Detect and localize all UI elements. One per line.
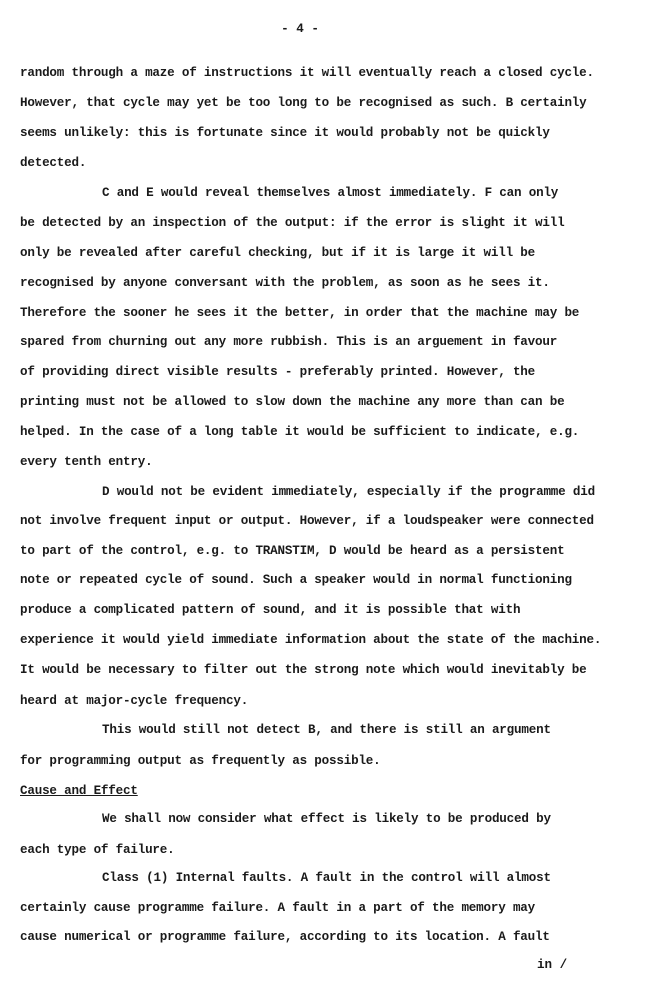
text-line: recognised by anyone conversant with the problem, as soon as he sees it. — [20, 276, 550, 290]
text-line: certainly cause programme failure. A fault in a part of the memory may — [20, 901, 536, 915]
text-line: produce a complicated pattern of sound, and it is possible that with — [20, 603, 521, 617]
text-line: not involve frequent input or output. However, if a loudspeaker were connected — [20, 514, 594, 528]
text-line: cause numerical or programme failure, according to its location. A fault — [20, 930, 550, 944]
text-line: each type of failure. — [20, 843, 175, 857]
section-heading: Cause and Effect — [20, 784, 138, 798]
text-line: note or repeated cycle of sound. Such a speaker would in normal functioning — [20, 573, 572, 587]
text-line: Therefore the sooner he sees it the better, in order that the machine may be — [20, 306, 580, 320]
text-line: spared from churning out any more rubbish. This is an arguement in favour — [20, 335, 558, 349]
text-line: heard at major-cycle frequency. — [20, 694, 249, 708]
text-line: every tenth entry. — [20, 455, 153, 469]
text-line: random through a maze of instructions it will eventually reach a closed cycle. — [20, 66, 594, 80]
text-line: for programming output as frequently as possible. — [20, 754, 381, 768]
text-line: be detected by an inspection of the output: if the error is slight it will — [20, 216, 565, 230]
text-line: of providing direct visible results - preferably printed. However, the — [20, 365, 536, 379]
paragraph-start-line: Class (1) Internal faults. A fault in the control will almost — [102, 871, 551, 885]
text-line: It would be necessary to filter out the strong note which would inevitably be — [20, 663, 587, 677]
paragraph-start-line: C and E would reveal themselves almost immediately. F can only — [102, 186, 559, 200]
paragraph-start-line: D would not be evident immediately, especially if the programme did — [102, 485, 595, 499]
text-line: to part of the control, e.g. to TRANSTIM, D would be heard as a persistent — [20, 544, 565, 558]
paragraph-start-line: We shall now consider what effect is likely to be produced by — [102, 812, 551, 826]
text-line: detected. — [20, 156, 87, 170]
text-line: printing must not be allowed to slow down the machine any more than can be — [20, 395, 565, 409]
text-line: only be revealed after careful checking, but if it is large it will be — [20, 246, 536, 260]
text-line: helped. In the case of a long table it would be sufficient to indicate, e.g. — [20, 425, 580, 439]
text-line: seems unlikely: this is fortunate since it would probably not be quickly — [20, 126, 550, 140]
catchword: in / — [537, 958, 568, 972]
paragraph-start-line: This would still not detect B, and there is still an argument — [102, 723, 551, 737]
page-number: - 4 - — [281, 22, 319, 36]
text-line: However, that cycle may yet be too long to be recognised as such. B certainly — [20, 96, 587, 110]
text-line: experience it would yield immediate information about the state of the machine. — [20, 633, 602, 647]
